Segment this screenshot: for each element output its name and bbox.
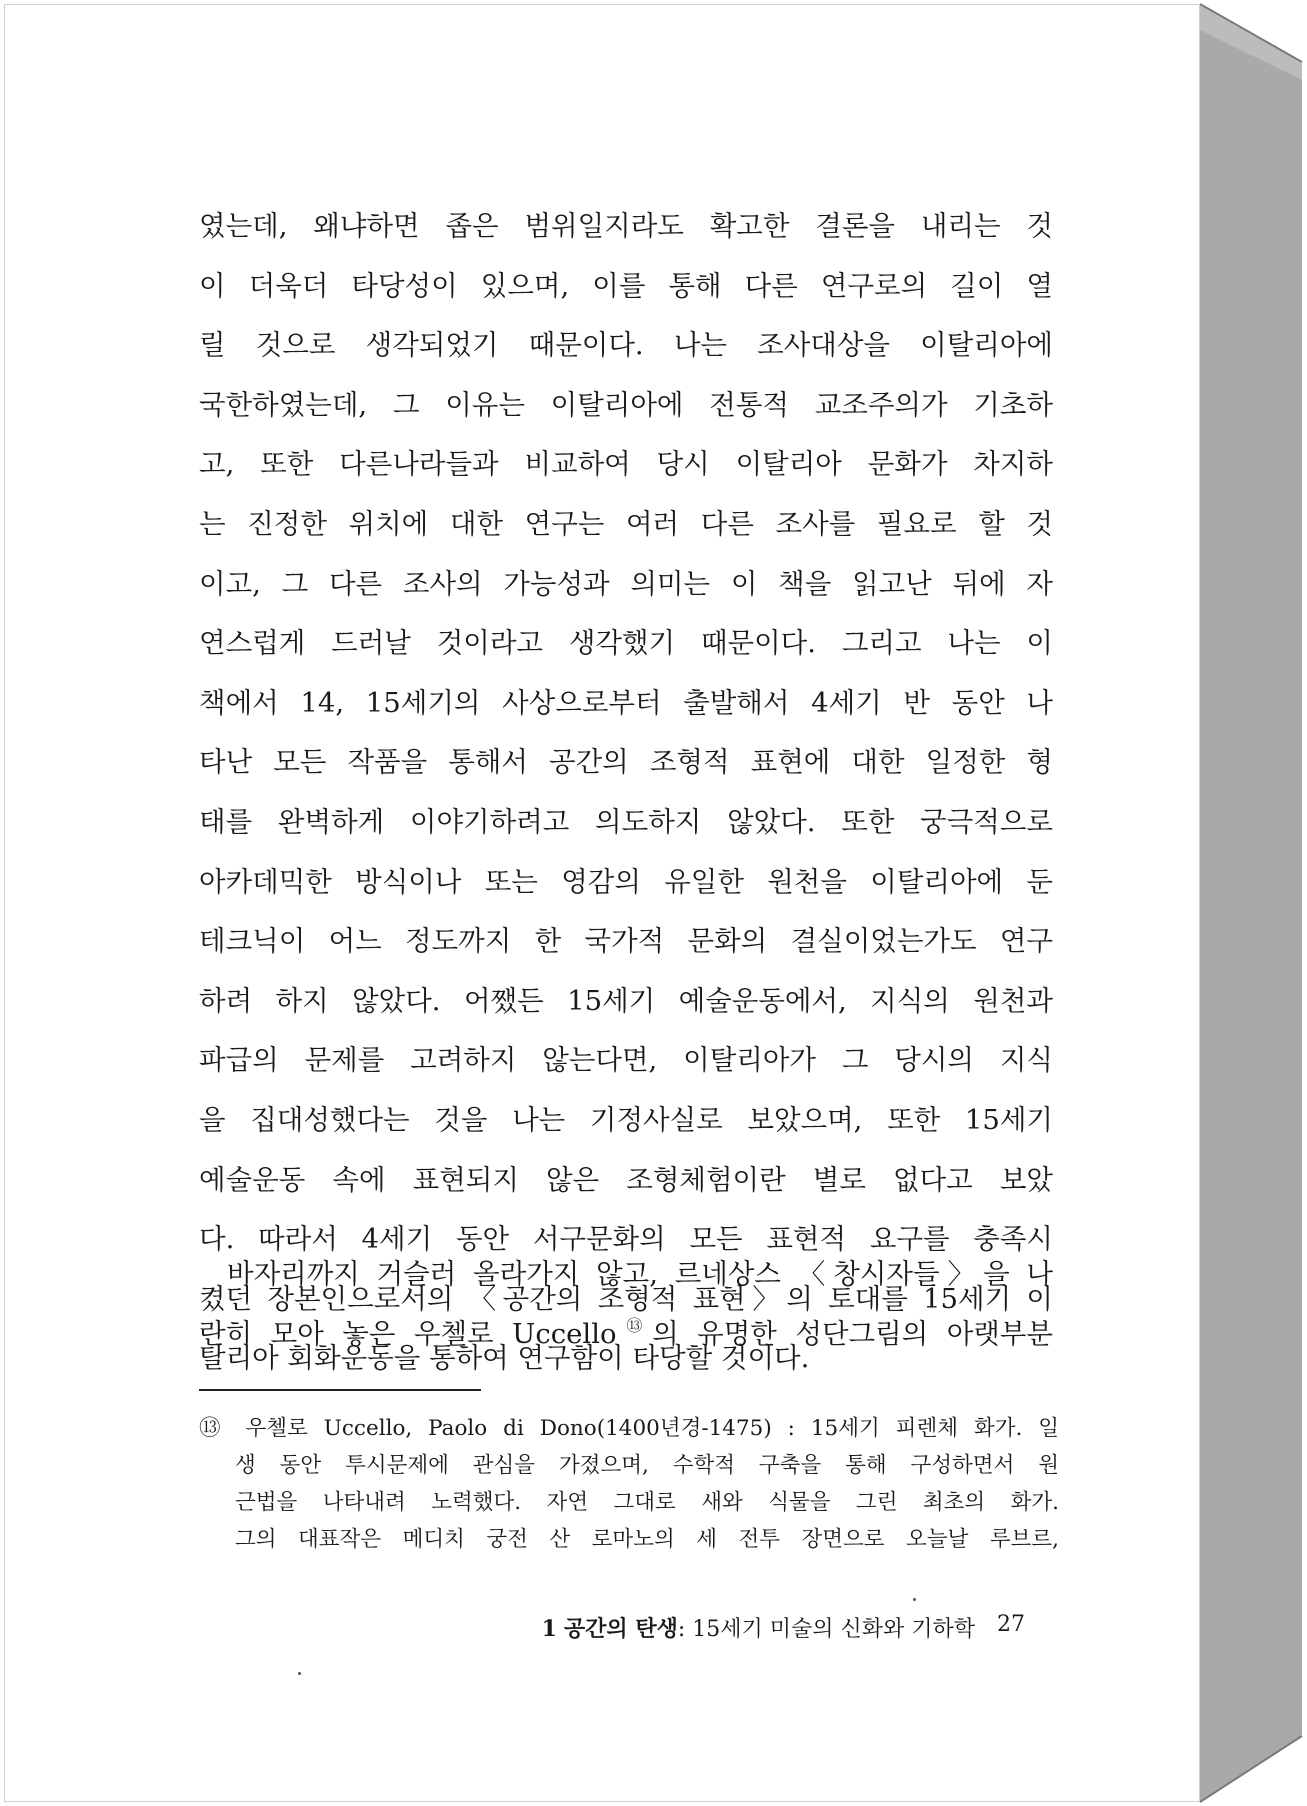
body-line: 아카데믹한 방식이나 또는 영감의 유일한 원천을 이탈리아에 둔 bbox=[199, 865, 1053, 898]
body-line: 연스럽게 드러날 것이라고 생각했기 때문이다. 그리고 나는 이 bbox=[199, 627, 1053, 660]
body-line: 켰던 장본인으로서의 〈공간의 조형적 표현〉의 토대를 15세기 이 bbox=[199, 1282, 1053, 1315]
body-line: 고, 또한 다른나라들과 비교하여 당시 이탈리아 문화가 차지하 bbox=[199, 448, 1053, 481]
footnote bbox=[199, 1410, 1059, 1558]
body-line: 책에서 14, 15세기의 사상으로부터 출발해서 4세기 반 동안 나 bbox=[199, 686, 1053, 719]
body-line: 을 집대성했다는 것을 나는 기정사실로 보았으며, 또한 15세기 bbox=[199, 1103, 1053, 1136]
body-line: 는 진정한 위치에 대한 연구는 여러 다른 조사를 필요로 할 것 bbox=[199, 507, 1053, 540]
footnote-line: ⑬ 우첼로 Uccello, Paolo di Dono(1400년경-1475) : 15세기 피렌체 화가. 일 bbox=[199, 1416, 1059, 1441]
scan-speck bbox=[298, 1672, 301, 1675]
page-number: 27 bbox=[997, 1612, 1025, 1637]
body-line: 국한하였는데, 그 이유는 이탈리아에 전통적 교조주의가 기초하 bbox=[199, 388, 1053, 421]
body-paragraph bbox=[199, 197, 1053, 1389]
body-line: 이고, 그 다른 조사의 가능성과 의미는 이 책을 읽고난 뒤에 자 bbox=[199, 567, 1053, 600]
body-line: 였는데, 왜냐하면 좁은 범위일지라도 확고한 결론을 내리는 것 bbox=[199, 210, 1053, 242]
body-line: 테크닉이 어느 정도까지 한 국가적 문화의 결실이었는가도 연구 bbox=[199, 925, 1053, 958]
body-line: 릴 것으로 생각되었기 때문이다. 나는 조사대상을 이탈리아에 bbox=[199, 329, 1053, 362]
body-line: 예술운동 속에 표현되지 않은 조형체험이란 별로 없다고 보았 bbox=[199, 1163, 1053, 1196]
footnote-line: 생 동안 투시문제에 관심을 가졌으며, 수학적 구축을 통해 구성하면서 원 bbox=[235, 1453, 1059, 1478]
body-line: 타난 모든 작품을 통해서 공간의 조형적 표현에 대한 일정한 형 bbox=[199, 746, 1053, 779]
body-line: 탈리아 회화운동을 통하여 연구함이 타당할 것이다. bbox=[199, 1342, 810, 1375]
footnote-line: 그의 대표작은 메디치 궁전 산 로마노의 세 전투 장면으로 오늘날 루브르, bbox=[235, 1527, 1059, 1552]
body-line: 바자리까지 거슬러 올라가지 않고, 르네상스 〈창시자들〉을 나 bbox=[227, 1258, 1053, 1290]
running-footer bbox=[542, 1612, 1025, 1643]
footnote-line: 근법을 나타내려 노력했다. 자연 그대로 새와 식물을 그린 최초의 화가. bbox=[235, 1490, 1059, 1515]
body-line: 다. 따라서 4세기 동안 서구문화의 모든 표현적 요구를 충족시 bbox=[199, 1223, 1053, 1256]
footnote-reference: ⑬ bbox=[616, 1315, 653, 1335]
body-text-segment: 란히 모아 놓은 우첼로 Uccello bbox=[199, 1317, 617, 1350]
chapter-number: 1 bbox=[541, 1616, 557, 1642]
body-text-segment: 의 유명한 성단그림의 아랫부분 bbox=[652, 1317, 1053, 1350]
chapter-title bbox=[542, 1612, 975, 1643]
footnote-separator bbox=[199, 1389, 481, 1391]
body-line: 하려 하지 않았다. 어쨌든 15세기 예술운동에서, 지식의 원천과 bbox=[199, 984, 1053, 1017]
body-line: 이 더욱더 타당성이 있으며, 이를 통해 다른 연구로의 길이 열 bbox=[199, 269, 1053, 302]
chapter-subtitle: : 15세기 미술의 신화와 기하학 bbox=[677, 1617, 975, 1642]
scan-speck bbox=[913, 1598, 916, 1601]
body-line: 태를 완벽하게 이야기하려고 의도하지 않았다. 또한 궁극적으로 bbox=[199, 805, 1053, 838]
body-line-with-note bbox=[199, 1305, 1053, 1365]
second-paragraph bbox=[199, 1245, 1053, 1364]
chapter-name: 공간의 탄생 bbox=[563, 1616, 678, 1642]
body-line: 파급의 문제를 고려하지 않는다면, 이탈리아가 그 당시의 지식 bbox=[199, 1044, 1053, 1077]
